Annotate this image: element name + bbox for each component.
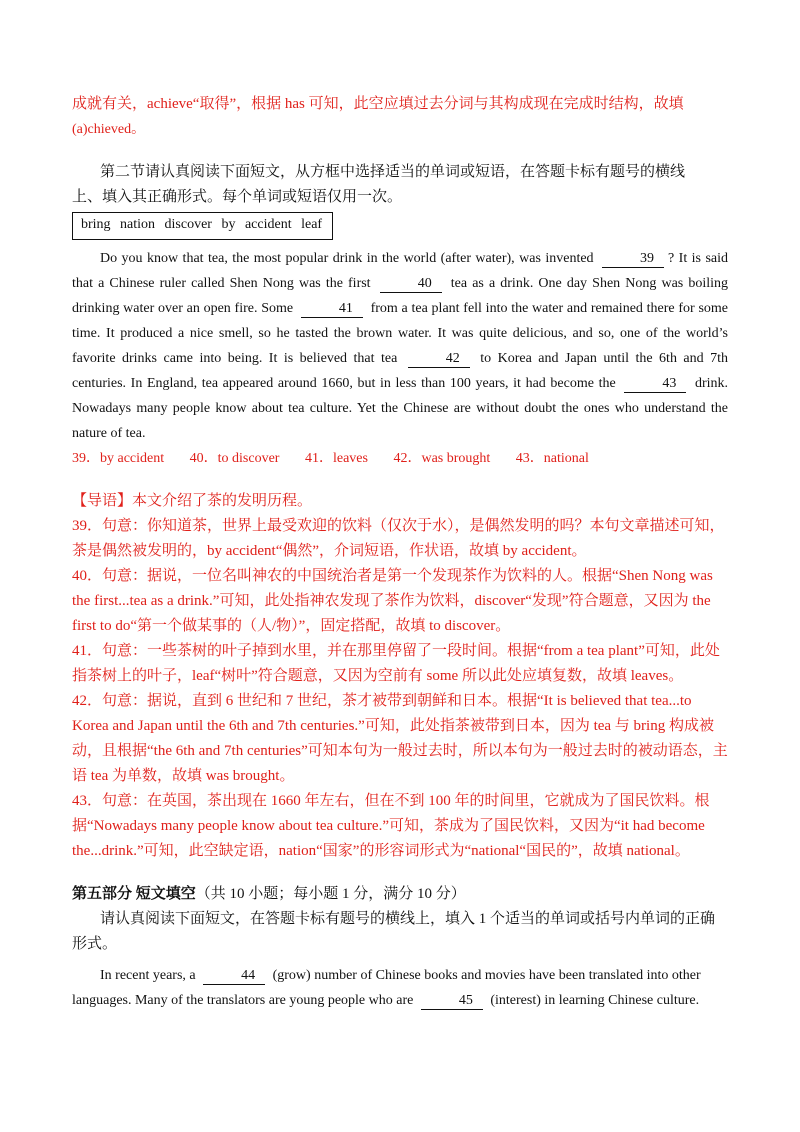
document-page: [72, 92, 728, 1013]
passage-text: (grow) number of Chinese books and movies have been translated into other languages. Many of the translators are young people who are: [72, 968, 701, 1008]
blank-45: 45: [421, 992, 483, 1010]
passage-text: ? It is said that a Chinese ruler called Shen Nong was the first: [72, 251, 729, 291]
explanation-41: 41．句意：一些茶树的叶子掉到水里，并在那里停留了一段时间。根据“from a tea plant”可知，此处指茶树上的叶子，leaf“树叶”符合题意，又因为空前有 some 所以此处应填复数，故填 leaves。: [72, 643, 720, 684]
part5-title: [72, 882, 728, 907]
answer-43: 43．national: [515, 451, 589, 466]
passage-text: Do you know that tea, the most popular drink in the world (after water), was invented: [100, 251, 599, 266]
answer-39: 39．by accident: [72, 451, 165, 466]
blank-41: 41: [301, 300, 363, 318]
explanation-39: 39．句意：你知道茶，世界上最受欢迎的饮料（仅次于水），是偶然发明的吗？本句文章描述可知，茶是偶然被发明的，by accident“偶然”，介词短语，作状语，故填 by accident。: [72, 518, 725, 559]
tea-passage: [72, 246, 728, 446]
prev-explanation-line2: (a)chieved。: [72, 122, 146, 137]
passage-text: from a tea plant fell into the water and remained there for some time. It produced a nice smell, so he tasted the brown water. It was quite delicious, and so, one of the world’s favorite drinks came into being. It is believed that tea: [72, 301, 728, 366]
explanation-40: 40．句意：据说，一位名叫神农的中国统治者是第一个发现茶作为饮料的人。根据“Shen Nong was the first...tea as a drink.”可知，此处指神农发现了茶作为饮料，discover“发现”符合题意，又因为 the first to do“第一个做某事的（人/物）”，固定搭配，故填 to discover。: [72, 568, 713, 634]
answer-42: 42．was brought: [393, 451, 491, 466]
part5-title-rest: （共 10 小题；每小题 1 分，满分 10 分）: [195, 886, 466, 902]
passage-text: to Korea and Japan until the 6th and 7th centuries. In England, tea appeared around 1660, but in less than 100 years, it had become the: [72, 351, 728, 391]
prev-explanation-line1: 成就有关，achieve“取得”，根据 has 可知，此空应填过去分词与其构成现在完成时结构，故填: [72, 96, 684, 112]
blank-39: 39: [602, 250, 664, 268]
explanation-43: 43．句意：在英国，茶出现在 1660 年左右，但在不到 100 年的时间里，它就成为了国民饮料。根据“Nowadays many people know about tea culture.”可知，茶成为了国民饮料，又因为“it had become the...drink.”可知，此空缺定语，nation“国家”的形容词形式为“national“国民的”，故填 national。: [72, 793, 710, 859]
answer-41: 41．leaves: [304, 451, 368, 466]
guide-text: 【导语】本文介绍了茶的发明历程。: [72, 493, 313, 509]
blank-40: 40: [380, 275, 442, 293]
answer-40: 40．to discover: [189, 451, 280, 466]
section2-instruction-line2: 上、填入其正确形式。每个单词或短语仅用一次。: [72, 189, 403, 205]
passage-text: drink. Nowadays many people know about tea culture. Yet the Chinese are without doubt the ones who understand the nature of tea.: [72, 376, 728, 441]
passage-text: tea as a drink. One day Shen Nong was boiling drinking water over an open fire. Some: [72, 276, 728, 316]
part5-passage: [72, 963, 728, 1013]
answer-line: [72, 446, 728, 471]
passage-text: In recent years, a: [100, 968, 200, 983]
word-box: bring nation discover by accident leaf: [72, 212, 333, 240]
blank-42: 42: [408, 350, 470, 368]
blank-44: 44: [203, 967, 265, 985]
explanation-42: 42．句意：据说，直到 6 世纪和 7 世纪，茶才被带到朝鲜和日本。根据“It is believed that tea...to Korea and Japan until the 6th and 7th centuries.”可知，此处指茶被带到日本，因为 tea 与 bring 构成被动，且根据“the 6th and 7th centuries”可知本句为一般过去时，所以本句为一般过去时的被动语态，主语 tea 为单数，故填 was brought。: [72, 693, 728, 784]
part5-title-bold: 第五部分 短文填空: [72, 886, 196, 902]
passage-text: (interest) in learning Chinese culture.: [486, 993, 700, 1008]
blank-43: 43: [624, 375, 686, 393]
section2-instruction-line1: 第二节请认真阅读下面短文，从方框中选择适当的单词或短语，在答题卡标有题号的横线: [100, 164, 686, 180]
part5-instruction: 请认真阅读下面短文，在答题卡标有题号的横线上，填入 1 个适当的单词或括号内单词的正确形式。: [72, 911, 716, 952]
